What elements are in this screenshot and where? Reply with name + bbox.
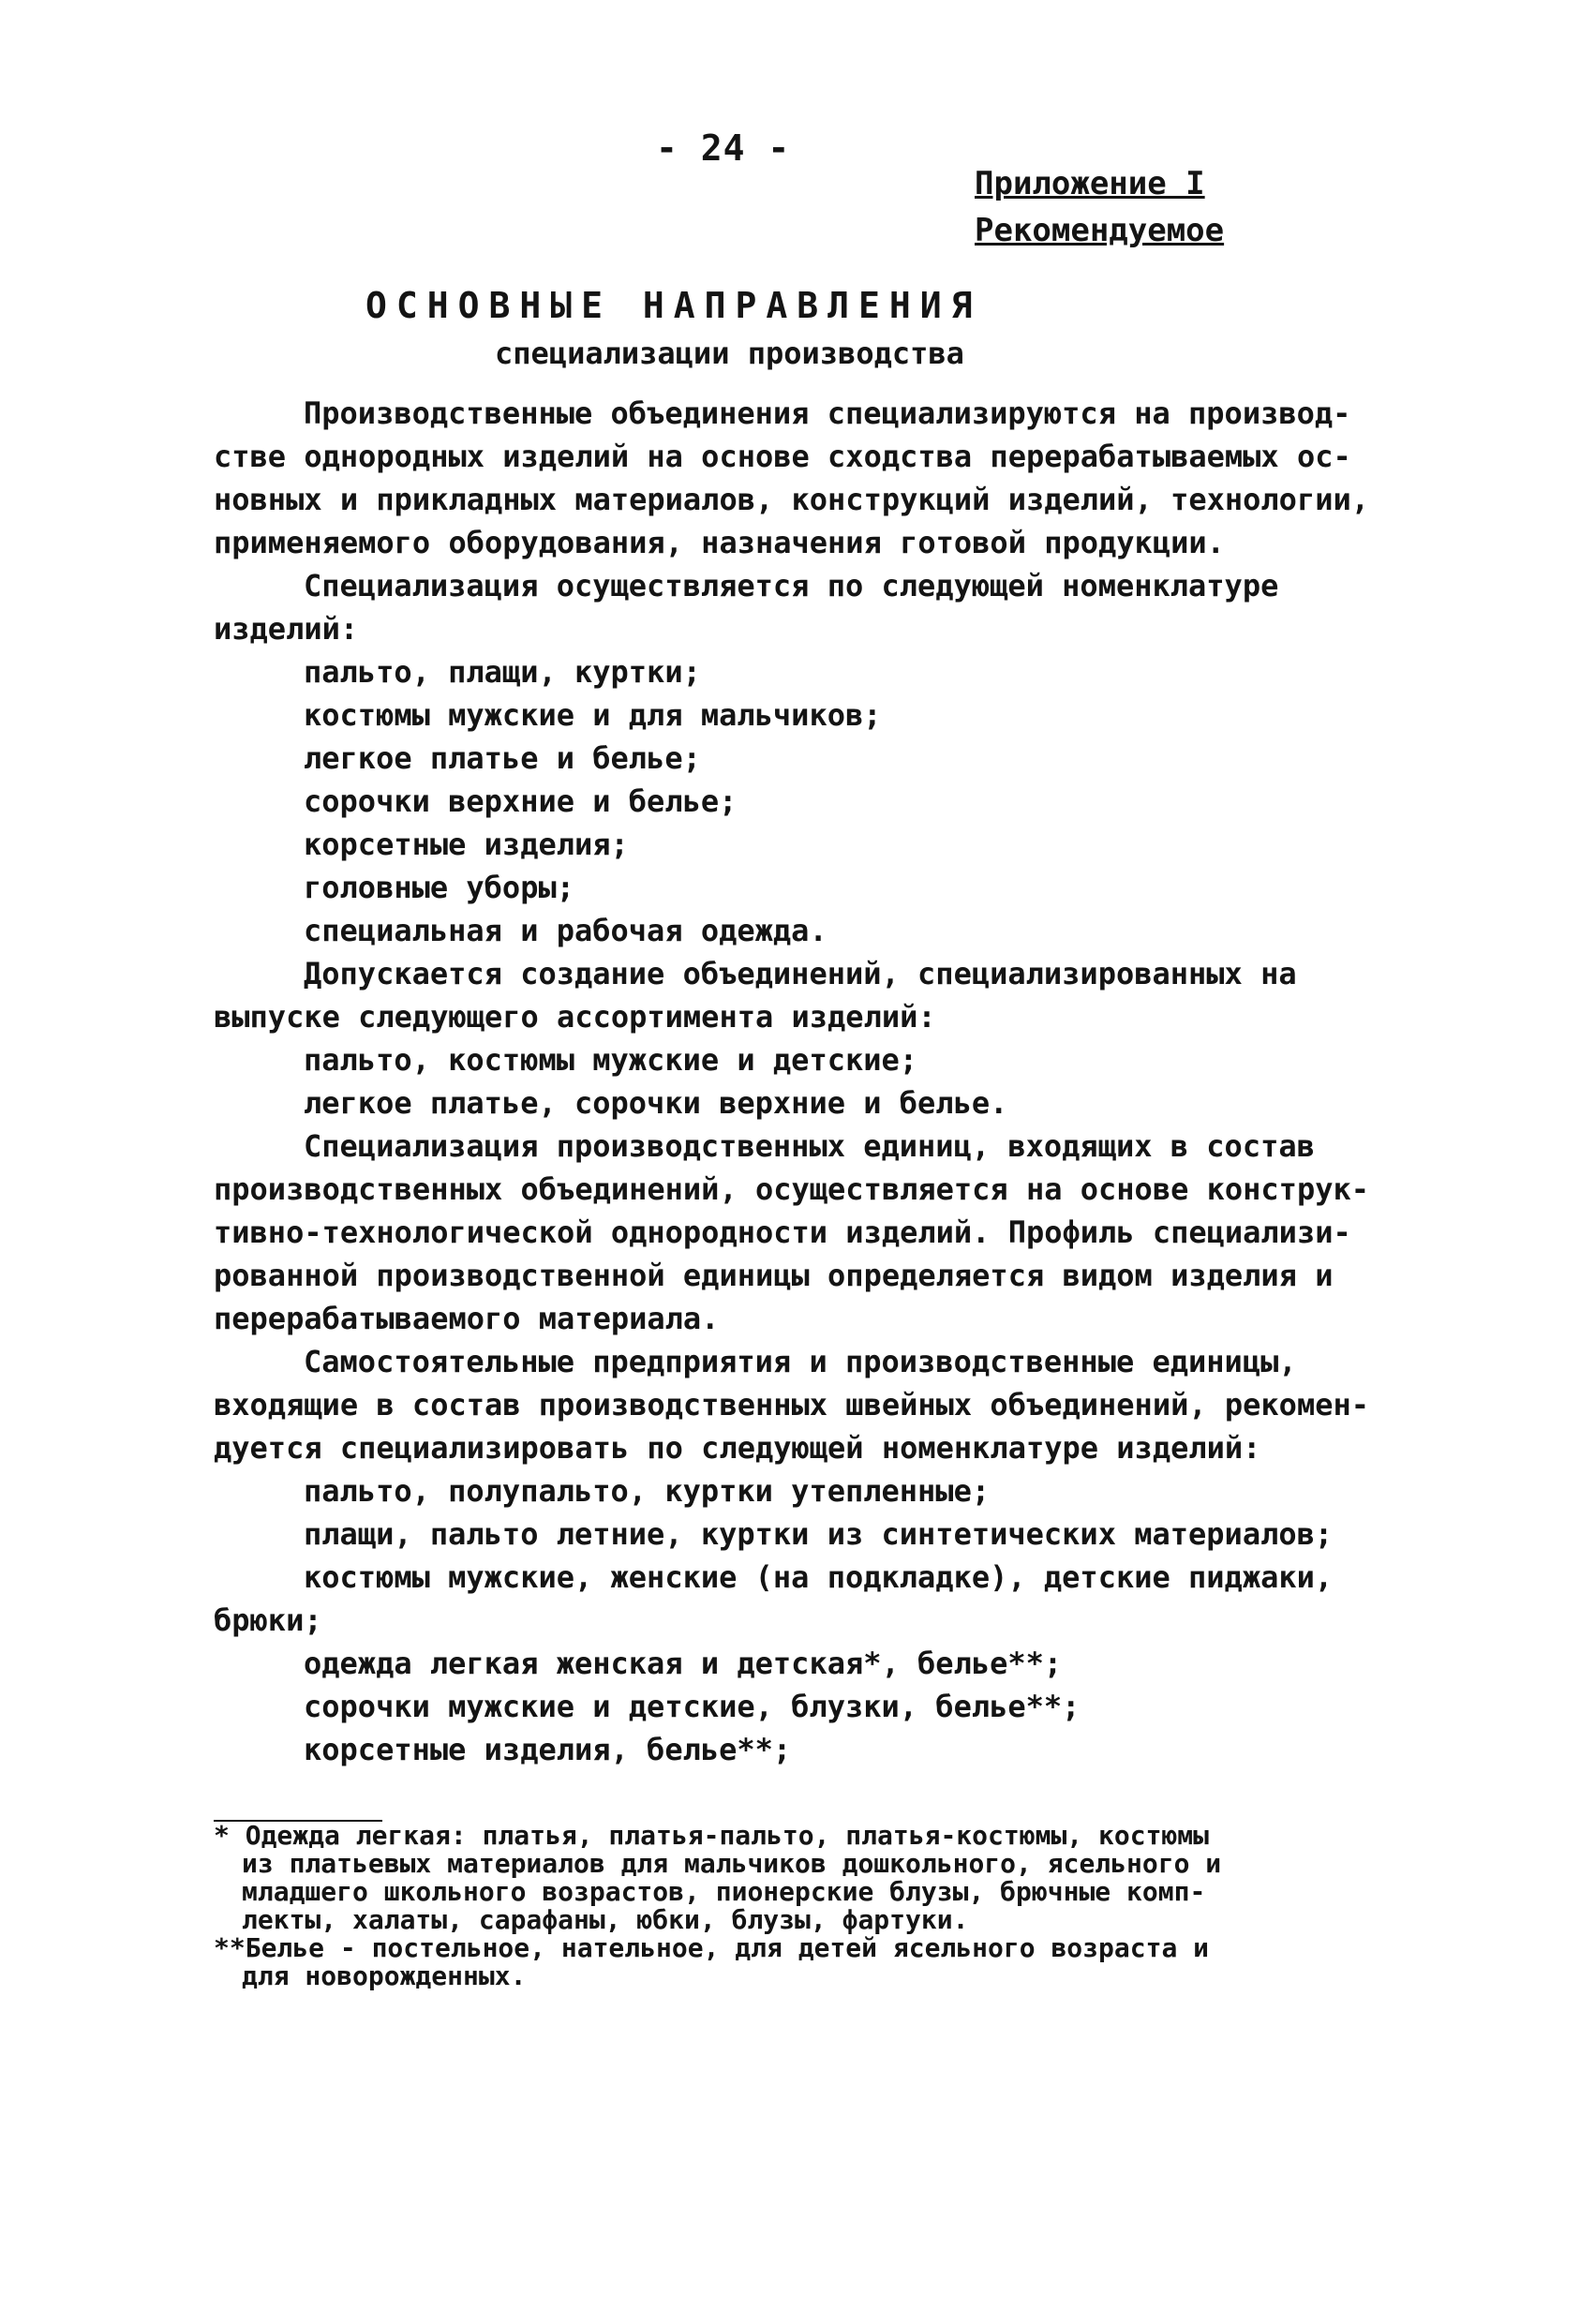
paragraph-line: брюки; (214, 1602, 322, 1638)
footnote-1-line: младшего школьного возрастов, пионерские блузы, брючные комп- (242, 1876, 1206, 1907)
appendix-status: Рекомендуемое (975, 212, 1225, 249)
list-item: корсетные изделия, белье**; (304, 1732, 792, 1767)
footnote-2-line: **Белье - постельное, нательное, для детей ясельного возраста и (214, 1932, 1210, 1963)
footnote-2-line: для новорожденных. (242, 1960, 527, 1991)
list-item: пальто, плащи, куртки; (304, 654, 701, 690)
list-item: корсетные изделия; (304, 827, 629, 862)
paragraph-line: тивно-технологической однородности изделий. Профиль специализи- (214, 1214, 1351, 1250)
list-item: легкое платье, сорочки верхние и белье. (304, 1085, 1008, 1121)
list-item: головные уборы; (304, 870, 574, 905)
paragraph-line: Специализация осуществляется по следующей номенклатуре (304, 568, 1279, 603)
paragraph-line: производственных объединений, осуществляется на основе конструк- (214, 1171, 1369, 1207)
document-title: ОСНОВНЫЕ НАПРАВЛЕНИЯ (365, 285, 982, 326)
body-text (214, 392, 1394, 1771)
paragraph-line: дуется специализировать по следующей номенклатуре изделий: (214, 1430, 1261, 1466)
paragraph-line: стве однородных изделий на основе сходства перерабатываемых ос- (214, 439, 1351, 474)
paragraph-line: Специализация производственных единиц, входящих в состав (304, 1128, 1315, 1164)
footnote-1-line: из платьевых материалов для мальчиков дошкольного, ясельного и (242, 1848, 1222, 1879)
list-item: костюмы мужские, женские (на подкладке), детские пиджаки, (304, 1559, 1334, 1595)
list-item: костюмы мужские и для мальчиков; (304, 697, 882, 733)
list-item: сорочки верхние и белье; (304, 783, 738, 819)
paragraph-line: перерабатываемого материала. (214, 1301, 720, 1336)
paragraph-line: изделий: (214, 611, 359, 647)
footnote-1-line: лекты, халаты, сарафаны, юбки, блузы, фартуки. (242, 1904, 969, 1935)
document-subtitle: специализации производства (495, 335, 964, 371)
footnote-1-line: * Одежда легкая: платья, платья-пальто, платья-костюмы, костюмы (214, 1820, 1210, 1851)
paragraph-line: применяемого оборудования, назначения готовой продукции. (214, 525, 1225, 560)
paragraph-line: выпуске следующего ассортимента изделий: (214, 999, 936, 1035)
footnotes (214, 1822, 1376, 1990)
paragraph-line: Самостоятельные предприятия и производственные единицы, (304, 1344, 1297, 1379)
list-item: плащи, пальто летние, куртки из синтетических материалов; (304, 1516, 1334, 1552)
paragraph-line: новных и прикладных материалов, конструкций изделий, технологии, (214, 482, 1369, 517)
list-item: одежда легкая женская и детская*, белье**; (304, 1646, 1063, 1681)
list-item: пальто, костюмы мужские и детские; (304, 1042, 918, 1078)
paragraph-line: рованной производственной единицы определяется видом изделия и (214, 1258, 1334, 1293)
list-item: сорочки мужские и детские, блузки, белье**; (304, 1689, 1081, 1724)
list-item: специальная и рабочая одежда. (304, 913, 827, 948)
list-item: легкое платье и белье; (304, 740, 701, 776)
paragraph-line: Допускается создание объединений, специализированных на (304, 956, 1297, 991)
page-number: - 24 - (656, 127, 791, 169)
list-item: пальто, полупальто, куртки утепленные; (304, 1473, 991, 1509)
paragraph-line: Производственные объединения специализируются на производ- (304, 395, 1351, 431)
appendix-label: Приложение I (975, 165, 1205, 202)
paragraph-line: входящие в состав производственных швейных объединений, рекомен- (214, 1387, 1369, 1423)
